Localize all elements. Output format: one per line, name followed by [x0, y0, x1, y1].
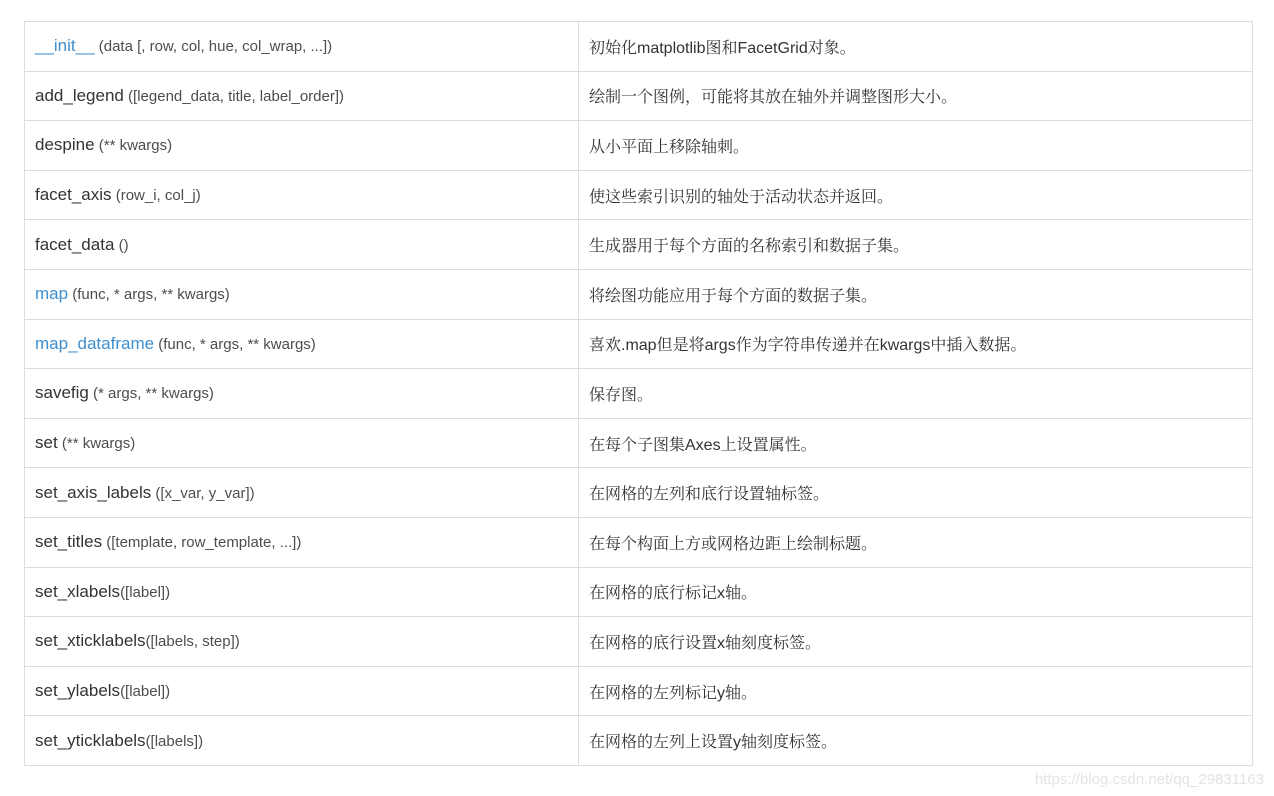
method-cell [25, 170, 579, 220]
table-row [25, 71, 1253, 121]
method-description: 从小平面上移除轴刺。 [579, 121, 1253, 171]
method-signature: (data [, row, col, hue, col_wrap, ...]) [94, 38, 333, 56]
method-link[interactable]: map [35, 284, 69, 304]
method-name: savefig [35, 383, 89, 403]
method-signature: ([template, row_template, ...]) [102, 534, 302, 552]
table-row [25, 666, 1253, 716]
method-description: 在每个构面上方或网格边距上绘制标题。 [579, 517, 1253, 567]
method-description: 将绘图功能应用于每个方面的数据子集。 [579, 269, 1253, 319]
table-row [25, 369, 1253, 419]
method-description: 在网格的底行标记x轴。 [579, 567, 1253, 617]
method-description: 绘制一个图例，可能将其放在轴外并调整图形大小。 [579, 71, 1253, 121]
method-signature: () [114, 236, 129, 254]
method-cell [25, 468, 579, 518]
method-signature: ([x_var, y_var]) [151, 484, 255, 502]
method-name: set_axis_labels [35, 482, 152, 502]
method-signature: ([label]) [120, 683, 171, 701]
method-description: 在网格的左列和底行设置轴标签。 [579, 468, 1253, 518]
method-name: set [35, 433, 58, 453]
method-name: set_xticklabels [35, 631, 146, 651]
method-name: add_legend [35, 85, 124, 105]
table-body [25, 22, 1253, 766]
method-signature: (row_i, col_j) [111, 187, 201, 205]
table-row [25, 716, 1253, 766]
table-row [25, 269, 1253, 319]
method-cell [25, 369, 579, 419]
table-row [25, 319, 1253, 369]
method-cell [25, 517, 579, 567]
table-row [25, 22, 1253, 72]
table-row [25, 517, 1253, 567]
table-row [25, 468, 1253, 518]
method-description: 在网格的左列标记y轴。 [579, 666, 1253, 716]
watermark-text: https://blog.csdn.net/qq_29831163 [1034, 771, 1264, 788]
method-description: 在网格的左列上设置y轴刻度标签。 [579, 716, 1253, 766]
table-row [25, 170, 1253, 220]
method-name: set_titles [35, 532, 103, 552]
method-description: 使这些索引识别的轴处于活动状态并返回。 [579, 170, 1253, 220]
method-signature: ([labels, step]) [145, 633, 240, 651]
method-name: despine [35, 135, 95, 155]
method-description: 在每个子图集Axes上设置属性。 [579, 418, 1253, 468]
method-name: facet_data [35, 234, 115, 254]
method-name: set_xlabels [35, 581, 121, 601]
table-row [25, 220, 1253, 270]
method-name: facet_axis [35, 185, 112, 205]
method-description: 在网格的底行设置x轴刻度标签。 [579, 617, 1253, 667]
method-signature: (func, * args, ** kwargs) [154, 335, 316, 353]
method-signature: ([legend_data, title, label_order]) [123, 87, 345, 105]
method-signature: (** kwargs) [94, 137, 173, 155]
method-description: 初始化matplotlib图和FacetGrid对象。 [579, 22, 1253, 72]
method-cell [25, 319, 579, 369]
method-signature: ([labels]) [145, 732, 204, 750]
method-cell [25, 418, 579, 468]
method-name: set_yticklabels [35, 730, 146, 750]
method-link[interactable]: __init__ [35, 36, 95, 56]
method-name: set_ylabels [35, 681, 121, 701]
method-description: 生成器用于每个方面的名称索引和数据子集。 [579, 220, 1253, 270]
method-description: 喜欢.map但是将args作为字符串传递并在kwargs中插入数据。 [579, 319, 1253, 369]
api-table-container [24, 21, 1252, 766]
table-row [25, 617, 1253, 667]
method-cell [25, 716, 579, 766]
method-signature: (** kwargs) [57, 435, 136, 453]
method-cell [25, 22, 579, 72]
table-row [25, 121, 1253, 171]
method-cell [25, 121, 579, 171]
method-cell [25, 567, 579, 617]
method-cell [25, 666, 579, 716]
method-cell [25, 617, 579, 667]
method-cell [25, 71, 579, 121]
table-row [25, 418, 1253, 468]
method-description: 保存图。 [579, 369, 1253, 419]
method-cell [25, 220, 579, 270]
method-signature: (func, * args, ** kwargs) [68, 286, 230, 304]
method-cell [25, 269, 579, 319]
method-link[interactable]: map_dataframe [35, 333, 155, 353]
method-signature: ([label]) [120, 583, 171, 601]
table-row [25, 567, 1253, 617]
api-methods-table [24, 21, 1253, 766]
method-signature: (* args, ** kwargs) [88, 385, 214, 403]
